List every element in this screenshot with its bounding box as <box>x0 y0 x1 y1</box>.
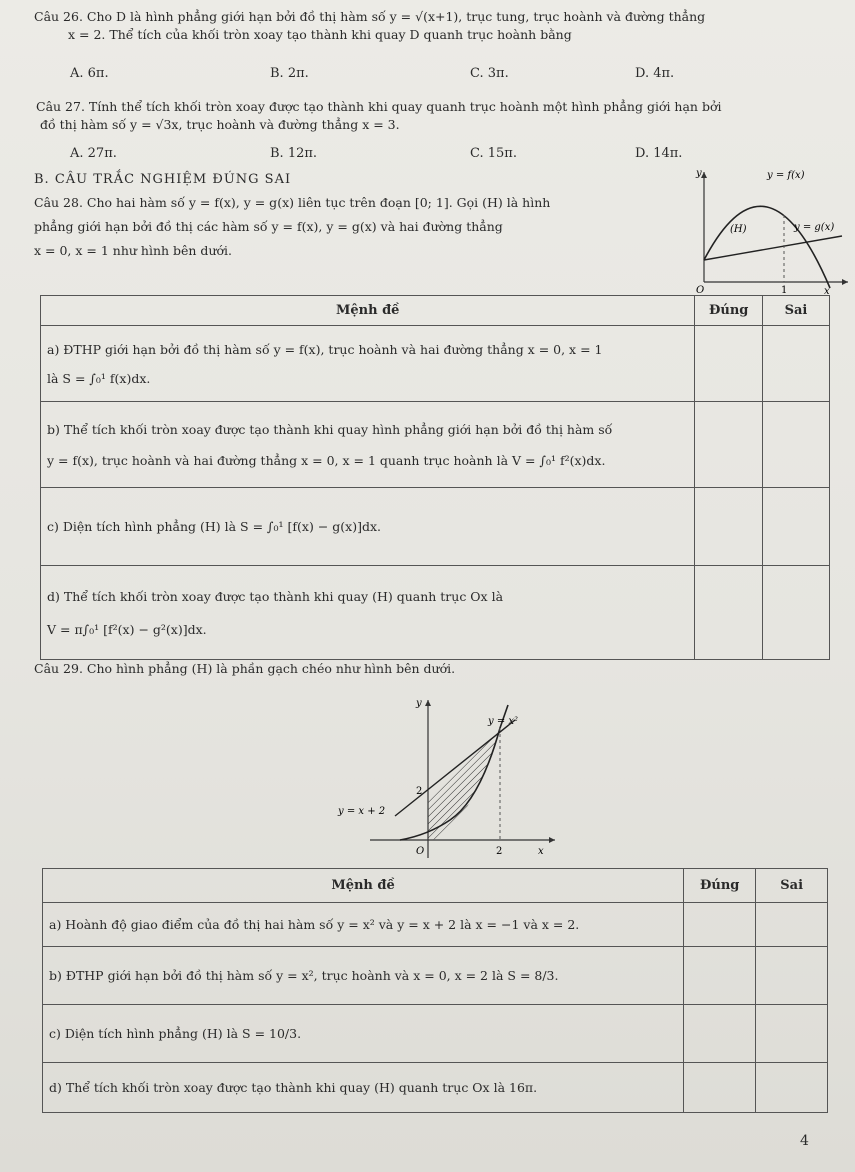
q28-origin: O <box>696 285 705 295</box>
q28-statement-c <box>41 488 695 566</box>
q29-header-false: Sai <box>756 869 828 903</box>
q28-statement-d-line1: d) Thể tích khối tròn xoay được tạo thành khi quay (H) quanh trục Ox là <box>47 588 504 604</box>
q29-statement-d: d) Thể tích khối tròn xoay được tạo thành khi quay (H) quanh trục Ox là 16π. <box>43 1063 684 1113</box>
q28-true-b[interactable] <box>695 402 763 488</box>
q28-x-tick: 1 <box>781 285 788 295</box>
q28-statement-c-line1: c) Diện tích hình phẳng (H) là S = ∫₀¹ [f(x) − g(x)]dx. <box>47 519 381 534</box>
question-27 <box>36 98 836 134</box>
q29-true-b[interactable] <box>684 947 756 1005</box>
q28-true-c[interactable] <box>695 488 763 566</box>
question-27-text: Câu 27. Tính thể tích khối tròn xoay được tạo thành khi quay quanh trục hoành một hình phẳng giới hạn bởi <box>36 99 722 114</box>
q28-false-d[interactable] <box>762 566 829 660</box>
q29-x-label: x <box>538 846 544 857</box>
table-row <box>43 903 828 947</box>
table-row <box>43 1063 828 1113</box>
q29-statement-c: c) Diện tích hình phẳng (H) là S = 10/3. <box>43 1005 684 1063</box>
q29-y-arrow <box>425 700 431 706</box>
q29-false-c[interactable] <box>756 1005 828 1063</box>
q29-true-a[interactable] <box>684 903 756 947</box>
q29-false-b[interactable] <box>756 947 828 1005</box>
q29-statement-b: b) ĐTHP giới hạn bởi đồ thị hàm số y = x², trục hoành và x = 0, x = 2 là S = 8/3. <box>43 947 684 1005</box>
q28-x-arrow <box>842 279 848 285</box>
table-row <box>41 326 830 402</box>
q26-option-c: C. 3π. <box>470 66 509 81</box>
q27-option-b: B. 12π. <box>270 146 318 161</box>
q26-option-d: D. 4π. <box>635 66 675 81</box>
q28-false-c[interactable] <box>762 488 829 566</box>
q29-header-true: Đúng <box>684 869 756 903</box>
q29-x-tick: 2 <box>496 846 503 857</box>
q29-origin: O <box>416 846 425 857</box>
q28-statement-b-line1: b) Thể tích khối tròn xoay được tạo thành khi quay hình phẳng giới hạn bởi đồ thị hàm số <box>47 421 613 437</box>
page-number: 4 <box>800 1133 809 1149</box>
q28-statement-a-line2: là S = ∫₀¹ f(x)dx. <box>47 370 151 386</box>
q28-statement-a <box>41 326 695 402</box>
q28-statement-b <box>41 402 695 488</box>
q26-option-a: A. 6π. <box>70 66 109 81</box>
q28-false-a[interactable] <box>762 326 829 402</box>
q29-x-arrow <box>549 837 555 843</box>
q28-table <box>40 295 830 660</box>
table-row <box>41 488 830 566</box>
q28-statement-d-line2: V = π∫₀¹ [f²(x) − g²(x)]dx. <box>47 621 207 637</box>
question-27-text-cont: đồ thị hàm số y = √3x, trục hoành và đường thẳng x = 3. <box>40 117 400 132</box>
q27-option-c: C. 15π. <box>470 146 517 161</box>
q28-region-label: (H) <box>730 224 747 235</box>
question-29: Câu 29. Cho hình phẳng (H) là phần gạch chéo như hình bên dưới. <box>34 661 456 676</box>
q28-y-arrow <box>701 172 707 178</box>
q28-header-true: Đúng <box>695 296 763 326</box>
q29-true-d[interactable] <box>684 1063 756 1113</box>
q29-y-label: y <box>416 698 422 709</box>
question-28 <box>34 194 674 260</box>
table-row <box>41 402 830 488</box>
q29-false-a[interactable] <box>756 903 828 947</box>
q28-statement-b-line2: y = f(x), trục hoành và hai đường thẳng x = 0, x = 1 quanh trục hoành là V = ∫₀¹ f²(x)dx. <box>47 452 606 468</box>
section-title: B. CÂU TRẮC NGHIỆM ĐÚNG SAI <box>34 172 292 187</box>
q28-true-d[interactable] <box>695 566 763 660</box>
q29-header-statement: Mệnh đề <box>43 869 684 903</box>
q28-statement-d <box>41 566 695 660</box>
q28-y-label: y <box>696 168 702 179</box>
q28-graph <box>672 160 852 295</box>
q29-table <box>42 868 828 1113</box>
q29-graph <box>300 690 560 865</box>
question-28-line2: phẳng giới hạn bởi đồ thị các hàm số y = f(x), y = g(x) và hai đường thẳng <box>34 219 503 234</box>
q28-g-label: y = g(x) <box>794 222 835 233</box>
q29-false-d[interactable] <box>756 1063 828 1113</box>
q27-option-a: A. 27π. <box>70 146 117 161</box>
q29-line-label: y = x + 2 <box>338 806 386 817</box>
q28-f-curve <box>704 206 830 288</box>
question-28-line1: Câu 28. Cho hai hàm số y = f(x), y = g(x) liên tục trên đoạn [0; 1]. Gọi (H) là hình <box>34 195 551 210</box>
q29-y-tick: 2 <box>416 786 423 797</box>
table-row <box>41 566 830 660</box>
table-row <box>43 1005 828 1063</box>
q29-shaded-region <box>428 728 500 840</box>
q28-statement-a-line1: a) ĐTHP giới hạn bởi đồ thị hàm số y = f(x), trục hoành và hai đường thẳng x = 0, x = 1 <box>47 341 603 357</box>
q28-header-statement: Mệnh đề <box>41 296 695 326</box>
question-26-text: Câu 26. Cho D là hình phẳng giới hạn bởi đồ thị hàm số y = √(x+1), trục tung, trục hoành và đường thẳng <box>34 9 706 24</box>
q28-x-label: x <box>824 286 830 295</box>
q27-option-d: D. 14π. <box>635 146 683 161</box>
q28-header-false: Sai <box>762 296 829 326</box>
table-row <box>43 947 828 1005</box>
q28-false-b[interactable] <box>762 402 829 488</box>
question-26 <box>34 8 834 44</box>
q29-true-c[interactable] <box>684 1005 756 1063</box>
q29-parabola-label: y = x² <box>488 716 519 727</box>
q29-statement-a: a) Hoành độ giao điểm của đồ thị hai hàm số y = x² và y = x + 2 là x = −1 và x = 2. <box>43 903 684 947</box>
question-28-line3: x = 0, x = 1 như hình bên dưới. <box>34 243 232 258</box>
q28-f-label: y = f(x) <box>767 170 805 181</box>
q26-option-b: B. 2π. <box>270 66 309 81</box>
q28-true-a[interactable] <box>695 326 763 402</box>
question-26-text-cont: x = 2. Thể tích của khối tròn xoay tạo thành khi quay D quanh trục hoành bằng <box>68 27 572 42</box>
q28-g-line <box>704 236 842 260</box>
